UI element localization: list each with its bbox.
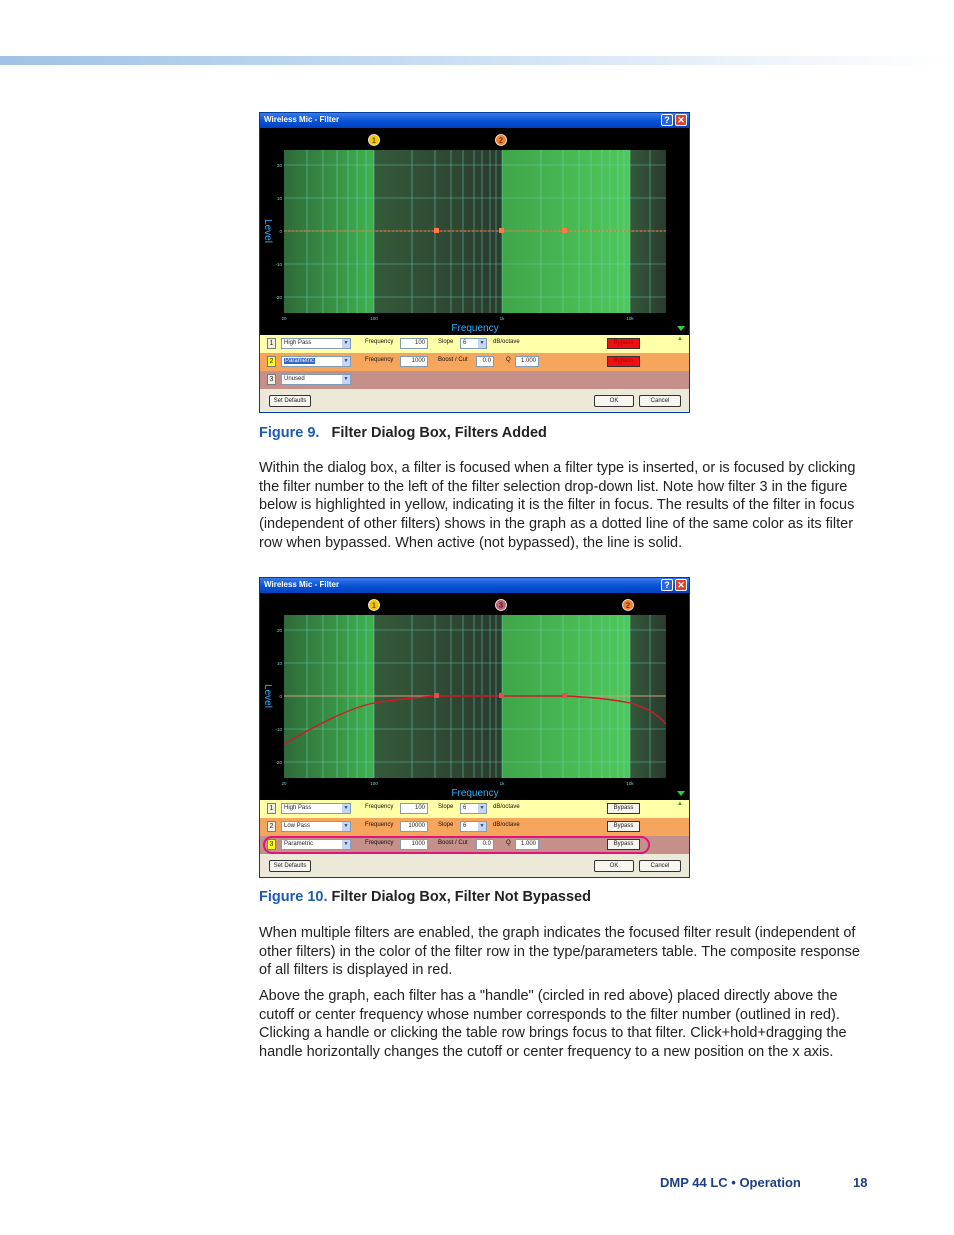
filter-handle-2[interactable]: [496, 135, 507, 146]
set-defaults-button[interactable]: Set Defaults: [269, 395, 311, 407]
filter-number[interactable]: 2: [267, 356, 276, 367]
y-tick: 10: [276, 196, 282, 201]
chevron-down-icon[interactable]: ▼: [343, 823, 349, 829]
graph-canvas: [260, 593, 689, 800]
frequency-input[interactable]: 1000: [400, 356, 428, 367]
filter-handle-2[interactable]: [623, 600, 634, 611]
caption-text: Filter Dialog Box, Filters Added: [331, 425, 547, 441]
boost-cut-label: Boost / Cut: [438, 840, 468, 846]
slope-unit-label: dB/octave: [493, 804, 520, 810]
frequency-label: Frequency: [365, 822, 394, 828]
filter-handle-1[interactable]: [369, 135, 380, 146]
q-input[interactable]: 1.000: [515, 839, 539, 850]
help-icon[interactable]: ?: [661, 114, 673, 126]
y-tick: 10: [276, 661, 282, 666]
filter-table: [260, 335, 689, 389]
boost-cut-label: Boost / Cut: [438, 357, 468, 363]
x-axis-label: Frequency: [451, 788, 499, 799]
dialog-titlebar: [260, 113, 689, 128]
filter-number[interactable]: 2: [267, 821, 276, 832]
scroll-up-icon[interactable]: ▲: [677, 336, 683, 342]
cancel-button[interactable]: Cancel: [639, 860, 681, 872]
highlight-outline: [263, 836, 650, 854]
dialog-footer: [260, 389, 689, 412]
scroll-up-icon[interactable]: ▲: [677, 801, 683, 807]
filter-table: [260, 800, 689, 854]
filter-type-value: Unused: [284, 376, 305, 382]
figure-number: Figure 9.: [259, 425, 320, 441]
handle-label: 2: [626, 602, 630, 610]
filter-number[interactable]: 3: [267, 374, 276, 385]
footer-document-title: DMP 44 LC • Operation: [660, 1175, 801, 1190]
filter-type-value: Parametric: [285, 358, 315, 364]
chevron-down-icon[interactable]: ▼: [343, 376, 349, 382]
graph-canvas: [260, 128, 689, 335]
handle-label: 1: [372, 137, 376, 145]
slope-label: Slope: [438, 339, 454, 345]
chevron-down-icon[interactable]: ▼: [343, 841, 349, 847]
filter-type-select[interactable]: [281, 374, 351, 385]
frequency-label: Frequency: [365, 804, 394, 810]
filter-number[interactable]: 1: [267, 803, 276, 814]
frequency-response-graph: [260, 128, 689, 335]
filter-row-1[interactable]: [260, 335, 689, 353]
close-icon[interactable]: ✕: [675, 114, 687, 126]
filter-dialog-figure-10: [259, 577, 690, 878]
bypass-button[interactable]: Bypass: [607, 821, 640, 832]
chevron-down-icon[interactable]: ▼: [343, 358, 349, 364]
bypass-button[interactable]: Bypass: [607, 338, 640, 349]
y-tick: 20: [276, 163, 282, 168]
slope-select[interactable]: [460, 821, 487, 832]
curve-point[interactable]: [562, 228, 567, 233]
filter-dialog-figure-9: [259, 112, 690, 413]
bypass-button[interactable]: Bypass: [607, 803, 640, 814]
filter-type-value: High Pass: [284, 805, 312, 811]
slope-select[interactable]: [460, 338, 487, 349]
ok-button[interactable]: OK: [594, 860, 634, 872]
help-icon[interactable]: ?: [661, 579, 673, 591]
chevron-down-icon[interactable]: ▼: [479, 340, 485, 346]
q-input[interactable]: 1.000: [515, 356, 539, 367]
caption-text: Filter Dialog Box, Filter Not Bypassed: [331, 889, 591, 905]
curve-point[interactable]: [434, 693, 439, 698]
handle-label: 3: [499, 602, 503, 610]
slope-unit-label: dB/octave: [493, 822, 520, 828]
q-label: Q: [506, 357, 511, 363]
x-tick: 100: [370, 781, 378, 786]
cancel-button[interactable]: Cancel: [639, 395, 681, 407]
frequency-input[interactable]: 10000: [400, 821, 428, 832]
chevron-down-icon[interactable]: ▼: [479, 823, 485, 829]
dialog-footer: [260, 854, 689, 877]
curve-point[interactable]: [434, 228, 439, 233]
filter-type-value: Parametric: [284, 841, 314, 847]
boost-cut-input[interactable]: 0.0: [476, 356, 494, 367]
page-number: 18: [853, 1175, 868, 1190]
y-tick: -20: [275, 760, 282, 765]
x-tick: 20: [281, 316, 287, 321]
x-tick: 10k: [626, 781, 634, 786]
figure-number: Figure 10.: [259, 889, 328, 905]
dialog-title: Wireless Mic - Filter: [264, 115, 340, 124]
x-tick: 1k: [499, 781, 505, 786]
slope-value: 6: [463, 805, 467, 811]
filter-number[interactable]: 1: [267, 338, 276, 349]
x-tick: 100: [370, 316, 378, 321]
filter-row-2[interactable]: [260, 818, 689, 836]
frequency-label: Frequency: [365, 840, 394, 846]
x-axis-label: Frequency: [451, 323, 499, 334]
filter-number[interactable]: 3: [267, 839, 276, 850]
handle-label: 1: [372, 602, 376, 610]
slope-unit-label: dB/octave: [493, 339, 520, 345]
boost-cut-input[interactable]: 0.0: [476, 839, 494, 850]
curve-point[interactable]: [499, 693, 504, 698]
curve-point[interactable]: [499, 228, 504, 233]
x-tick: 1k: [499, 316, 505, 321]
chevron-down-icon[interactable]: ▼: [343, 805, 349, 811]
filter-row-1[interactable]: [260, 800, 689, 818]
q-label: Q: [506, 840, 511, 846]
y-tick: 20: [276, 628, 282, 633]
filter-type-select[interactable]: [281, 356, 351, 367]
handle-label: 2: [499, 137, 503, 145]
y-tick: 0: [279, 229, 282, 234]
chevron-down-icon[interactable]: ▼: [479, 805, 485, 811]
frequency-input[interactable]: 100: [400, 803, 428, 814]
figure-9-caption: [259, 425, 547, 441]
filter-row-3[interactable]: [260, 371, 689, 389]
filter-row-2[interactable]: [260, 353, 689, 371]
y-tick: -10: [275, 727, 282, 732]
slope-label: Slope: [438, 804, 454, 810]
bypass-button[interactable]: Bypass: [607, 356, 640, 367]
dialog-titlebar: [260, 578, 689, 593]
curve-point[interactable]: [562, 693, 567, 698]
frequency-response-graph: [260, 593, 689, 800]
x-tick: 20: [281, 781, 287, 786]
y-tick: -10: [275, 262, 282, 267]
slope-label: Slope: [438, 822, 454, 828]
frequency-label: Frequency: [365, 357, 394, 363]
frequency-input[interactable]: 100: [400, 338, 428, 349]
header-gradient-bar: [0, 56, 954, 65]
filter-type-value: High Pass: [284, 340, 312, 346]
paragraph-multiple-filters: When multiple filters are enabled, the graph indicates the focused filter result (independent of other filters) in the color of the filter row in the type/parameters table. The composite response of all filters is displayed in red.: [259, 925, 860, 979]
bypass-button[interactable]: Bypass: [607, 839, 640, 850]
ok-button[interactable]: OK: [594, 395, 634, 407]
y-tick: 0: [279, 694, 282, 699]
slope-value: 6: [463, 340, 467, 346]
chevron-down-icon[interactable]: ▼: [343, 340, 349, 346]
filter-type-select[interactable]: [281, 803, 351, 814]
y-axis-label: Level: [262, 684, 273, 708]
filter-type-select[interactable]: [281, 338, 351, 349]
slope-value: 6: [463, 823, 467, 829]
filter-handle-3[interactable]: [496, 600, 507, 611]
frequency-label: Frequency: [365, 339, 394, 345]
filter-type-value: Low Pass: [284, 823, 311, 829]
paragraph-handles: Above the graph, each filter has a "handle" (circled in red above) placed directly above the cutoff or center frequency whose number corresponds to the filter number (outlined in red). Clicking a handle or clicking the table row brings focus to that filter. Click+hold+dragging the handle horizontally changes the cutoff or center frequency to a new position on the x axis.: [259, 988, 847, 1061]
close-icon[interactable]: ✕: [675, 579, 687, 591]
figure-10-caption: [259, 889, 591, 905]
frequency-input[interactable]: 1000: [400, 839, 428, 850]
slope-select[interactable]: [460, 803, 487, 814]
dialog-title: Wireless Mic - Filter: [264, 580, 340, 589]
paragraph-filter-focus: Within the dialog box, a filter is focused when a filter type is inserted, or is focused by clicking the filter number to the left of the filter selection drop-down list. Note how filter 3 in the figure below is highlighted in yellow, indicating it is the filter in focus. The results of the filter in focus (independent of other filters) shows in the graph as a dotted line of the same color as its filter row when bypassed. When active (not bypassed), the line is solid.: [259, 460, 856, 551]
x-tick: 10k: [626, 316, 634, 321]
y-axis-label: Level: [262, 219, 273, 243]
y-tick: -20: [275, 295, 282, 300]
filter-handle-1[interactable]: [369, 600, 380, 611]
filter-type-select[interactable]: [281, 821, 351, 832]
set-defaults-button[interactable]: Set Defaults: [269, 860, 311, 872]
